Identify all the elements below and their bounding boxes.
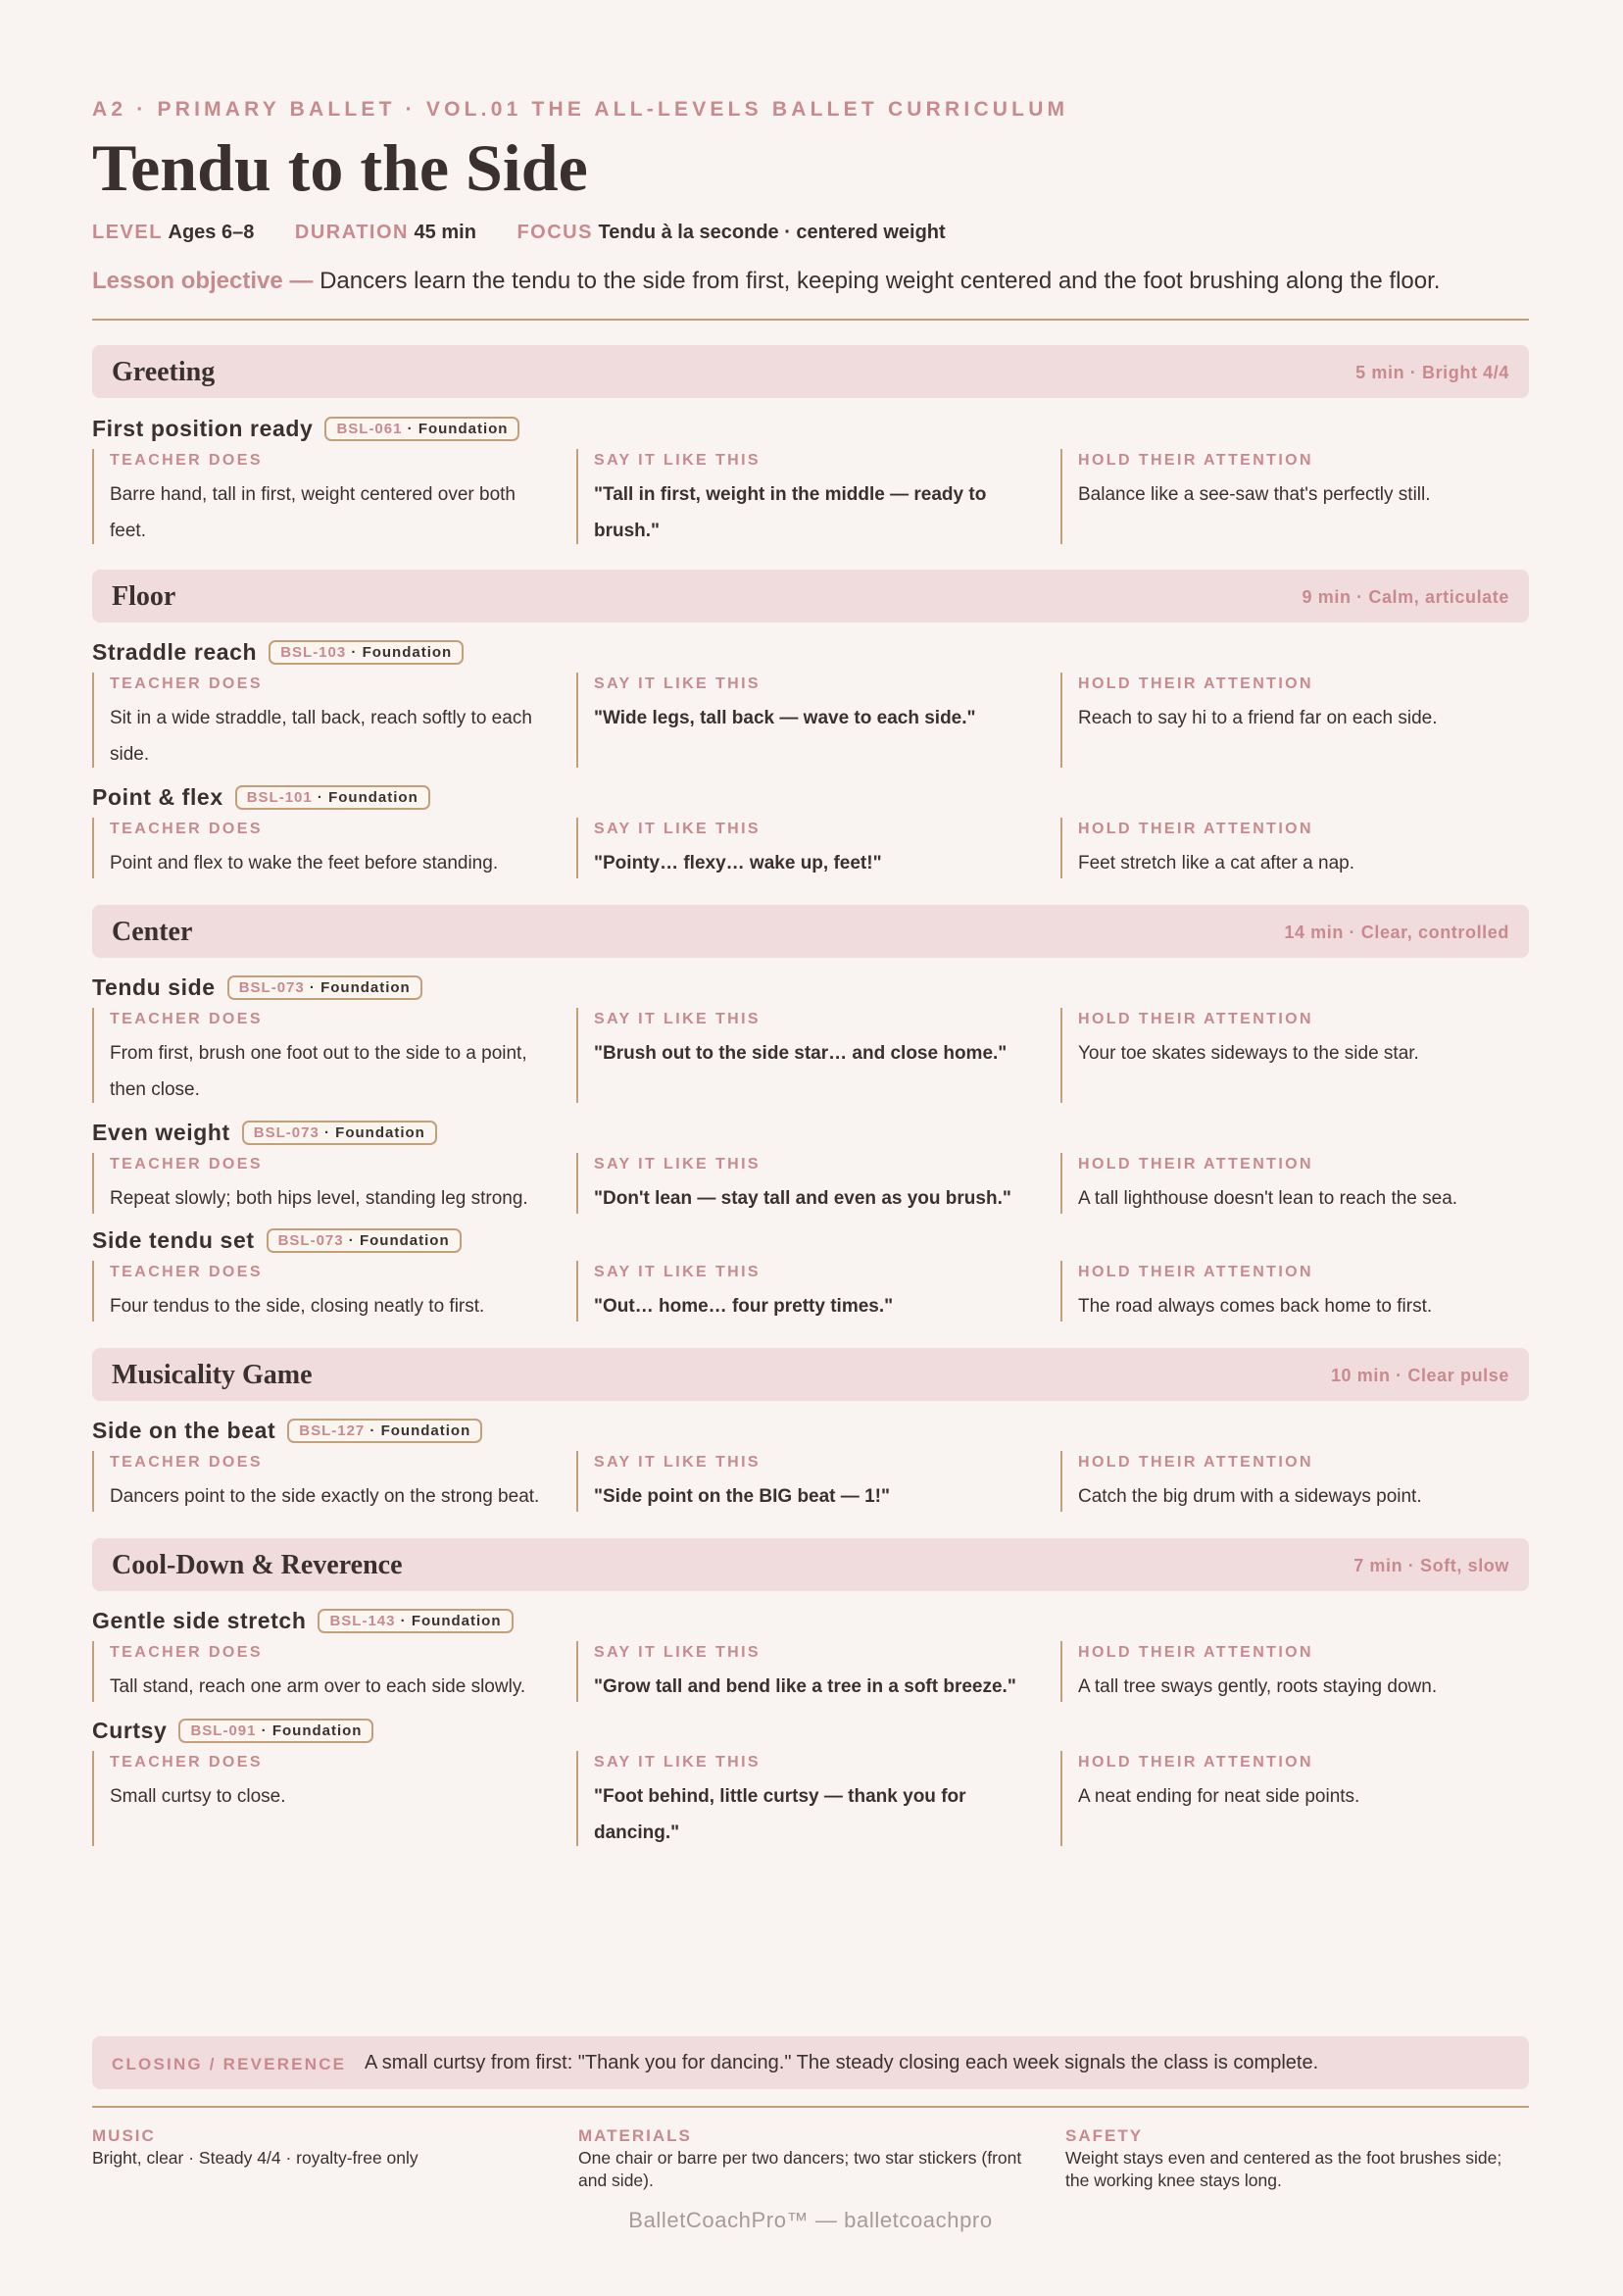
meta-focus: FOCUS Tendu à la seconde · centered weight: [516, 222, 946, 243]
activity-header: [92, 1227, 1529, 1261]
say-it-column: [576, 1751, 1039, 1846]
skill-badge: [235, 785, 430, 810]
teacher-does-text: Small curtsy to close.: [110, 1786, 286, 1807]
skill-code: BSL-061: [336, 421, 403, 437]
activity-block: [92, 1227, 1529, 1322]
activity-columns: [92, 1153, 1529, 1214]
skill-level: · Foundation: [304, 979, 411, 996]
activity-columns: [92, 449, 1529, 544]
skill-code: BSL-073: [253, 1124, 320, 1141]
section-header-4: [92, 1538, 1529, 1591]
teacher-does-label: TEACHER DOES: [110, 1264, 263, 1280]
hold-attention-label: HOLD THEIR ATTENTION: [1078, 1156, 1313, 1173]
section-timing: 10 min · Clear pulse: [1330, 1366, 1509, 1385]
hold-attention-column: [1060, 673, 1523, 768]
activity-title: Side tendu set: [92, 1227, 255, 1253]
section-name: Center: [112, 917, 193, 947]
teacher-does-text: Sit in a wide straddle, tall back, reach softly to each side.: [110, 708, 532, 765]
say-it-text: "Pointy… flexy… wake up, feet!": [594, 853, 882, 873]
teacher-does-label: TEACHER DOES: [110, 821, 263, 837]
skill-badge: [267, 1228, 462, 1253]
teacher-does-column: [92, 1261, 555, 1322]
hold-attention-label: HOLD THEIR ATTENTION: [1078, 1264, 1313, 1280]
section-header-3: [92, 1348, 1529, 1401]
meta-level: LEVEL Ages 6–8: [92, 222, 255, 243]
hold-attention-label: HOLD THEIR ATTENTION: [1078, 821, 1313, 837]
hold-attention-label: HOLD THEIR ATTENTION: [1078, 452, 1313, 469]
section-timing: 14 min · Clear, controlled: [1284, 923, 1509, 942]
section-name: Cool-Down & Reverence: [112, 1550, 403, 1580]
teacher-does-text: Four tendus to the side, closing neatly to first.: [110, 1296, 485, 1317]
skill-code: BSL-103: [280, 644, 347, 661]
activity-columns: [92, 1261, 1529, 1322]
say-it-label: SAY IT LIKE THIS: [594, 1156, 761, 1173]
activity-header: [92, 974, 1529, 1008]
activity-header: [92, 639, 1529, 673]
divider: [92, 319, 1529, 321]
hold-attention-text: Balance like a see-saw that's perfectly still.: [1078, 484, 1431, 505]
hold-attention-column: [1060, 1261, 1523, 1322]
hold-attention-column: [1060, 1008, 1523, 1103]
say-it-column: [576, 1261, 1039, 1322]
section-name: Musicality Game: [112, 1360, 313, 1390]
skill-level-text: Foundation: [380, 1423, 471, 1439]
skill-level: · Foundation: [312, 789, 418, 806]
hold-attention-text: Your toe skates sideways to the side star.: [1078, 1043, 1419, 1064]
hold-attention-label: HOLD THEIR ATTENTION: [1078, 675, 1313, 692]
section-timing: 7 min · Soft, slow: [1353, 1556, 1509, 1575]
say-it-label: SAY IT LIKE THIS: [594, 1644, 761, 1661]
say-it-text: "Don't lean — stay tall and even as you brush.": [594, 1188, 1011, 1209]
activity-title: First position ready: [92, 416, 314, 441]
say-it-column: [576, 449, 1039, 544]
teacher-does-text: From first, brush one foot out to the side to a point, then close.: [110, 1043, 527, 1100]
teacher-does-text: Tall stand, reach one arm over to each side slowly.: [110, 1676, 526, 1697]
skill-level-text: Foundation: [335, 1124, 425, 1141]
say-it-label: SAY IT LIKE THIS: [594, 452, 761, 469]
hold-attention-label: HOLD THEIR ATTENTION: [1078, 1754, 1313, 1771]
brand-footer: BalletCoachPro™ — balletcoachpro: [628, 2208, 993, 2232]
hold-attention-column: [1060, 1641, 1523, 1702]
say-it-column: [576, 1641, 1039, 1702]
section-header-1: [92, 570, 1529, 623]
section-timing: 9 min · Calm, articulate: [1302, 587, 1509, 607]
teacher-does-column: [92, 818, 555, 878]
say-it-label: SAY IT LIKE THIS: [594, 675, 761, 692]
say-it-label: SAY IT LIKE THIS: [594, 1454, 761, 1471]
skill-level: · Foundation: [402, 421, 509, 437]
lesson-objective: Lesson objective — Dancers learn the tendu to the side from first, keeping weight centered and the foot brushing along the floor.: [92, 268, 1441, 294]
say-it-label: SAY IT LIKE THIS: [594, 1754, 761, 1771]
say-it-label: SAY IT LIKE THIS: [594, 821, 761, 837]
teacher-does-column: [92, 673, 555, 768]
section-name: Floor: [112, 581, 176, 612]
teacher-does-text: Dancers point to the side exactly on the strong beat.: [110, 1486, 540, 1507]
hold-attention-text: Reach to say hi to a friend far on each side.: [1078, 708, 1438, 728]
activity-columns: [92, 1451, 1529, 1512]
say-it-column: [576, 673, 1039, 768]
skill-badge: [287, 1419, 482, 1443]
divider: [92, 2106, 1529, 2108]
activity-title: Tendu side: [92, 974, 216, 1000]
closing-text: A small curtsy from first: "Thank you for dancing." The steady closing each week signals the class is complete.: [365, 2052, 1319, 2073]
skill-level-text: Foundation: [359, 1232, 450, 1249]
activity-block: [92, 639, 1529, 768]
hold-attention-text: Feet stretch like a cat after a nap.: [1078, 853, 1354, 873]
activity-title: Curtsy: [92, 1718, 168, 1743]
teacher-does-column: [92, 449, 555, 544]
hold-attention-text: Catch the big drum with a sideways point.: [1078, 1486, 1422, 1507]
hold-attention-label: HOLD THEIR ATTENTION: [1078, 1644, 1313, 1661]
hold-attention-label: HOLD THEIR ATTENTION: [1078, 1454, 1313, 1471]
activity-block: [92, 416, 1529, 544]
lesson-meta: [92, 222, 981, 244]
section-timing: 5 min · Bright 4/4: [1355, 363, 1509, 382]
skill-level: · Foundation: [365, 1423, 471, 1439]
teacher-does-text: Barre hand, tall in first, weight centered over both feet.: [110, 484, 516, 541]
say-it-text: "Tall in first, weight in the middle — ready to brush.": [594, 484, 987, 541]
closing-label: CLOSING / REVERENCE: [112, 2055, 347, 2073]
skill-code: BSL-127: [299, 1423, 366, 1439]
say-it-text: "Brush out to the side star… and close home.": [594, 1043, 1008, 1064]
activity-title: Even weight: [92, 1120, 230, 1145]
skill-badge: [324, 417, 519, 441]
skill-code: BSL-073: [238, 979, 305, 996]
activity-header: [92, 784, 1529, 818]
teacher-does-column: [92, 1451, 555, 1512]
page-title: Tendu to the Side: [92, 130, 588, 205]
say-it-column: [576, 1008, 1039, 1103]
say-it-column: [576, 1153, 1039, 1214]
activity-columns: [92, 1641, 1529, 1702]
meta-duration: DURATION 45 min: [294, 222, 476, 243]
activity-header: [92, 1120, 1529, 1153]
teacher-does-column: [92, 1153, 555, 1214]
teacher-does-column: [92, 1751, 555, 1846]
skill-level-text: Foundation: [328, 789, 418, 806]
skill-badge: [318, 1609, 513, 1633]
activity-block: [92, 1608, 1529, 1702]
activity-title: Side on the beat: [92, 1418, 276, 1443]
teacher-does-column: [92, 1008, 555, 1103]
closing-reverence-band: [92, 2036, 1529, 2089]
hold-attention-column: [1060, 818, 1523, 878]
activity-columns: [92, 1008, 1529, 1103]
skill-badge: [227, 975, 422, 1000]
say-it-label: SAY IT LIKE THIS: [594, 1264, 761, 1280]
skill-code: BSL-091: [190, 1722, 257, 1739]
hold-attention-text: A neat ending for neat side points.: [1078, 1786, 1360, 1807]
teacher-does-label: TEACHER DOES: [110, 1754, 263, 1771]
skill-level: · Foundation: [346, 644, 453, 661]
activity-title: Straddle reach: [92, 639, 258, 665]
activity-title: Point & flex: [92, 784, 223, 810]
skill-badge: [269, 640, 464, 665]
say-it-text: "Wide legs, tall back — wave to each side.": [594, 708, 976, 728]
skill-level-text: Foundation: [411, 1613, 502, 1629]
teacher-does-label: TEACHER DOES: [110, 1454, 263, 1471]
skill-badge: [242, 1121, 437, 1145]
activity-columns: [92, 818, 1529, 878]
activity-header: [92, 1718, 1529, 1751]
teacher-does-label: TEACHER DOES: [110, 1011, 263, 1027]
hold-attention-column: [1060, 1153, 1523, 1214]
section-header-2: [92, 905, 1529, 958]
footer-safety: SAFETY Weight stays even and centered as the foot brushes side; the working knee stays long.: [1065, 2126, 1502, 2190]
say-it-text: "Side point on the BIG beat — 1!": [594, 1486, 890, 1507]
teacher-does-label: TEACHER DOES: [110, 1644, 263, 1661]
curriculum-kicker: A2 · PRIMARY BALLET · VOL.01 THE ALL-LEVELS BALLET CURRICULUM: [92, 98, 1069, 121]
activity-block: [92, 1418, 1529, 1512]
skill-level-text: Foundation: [362, 644, 453, 661]
skill-code: BSL-101: [246, 789, 313, 806]
section-name: Greeting: [112, 357, 216, 387]
activity-header: [92, 416, 1529, 449]
skill-level-text: Foundation: [320, 979, 411, 996]
skill-level: · Foundation: [343, 1232, 450, 1249]
activity-columns: [92, 673, 1529, 768]
teacher-does-text: Repeat slowly; both hips level, standing leg strong.: [110, 1188, 528, 1209]
skill-level: · Foundation: [256, 1722, 363, 1739]
hold-attention-column: [1060, 449, 1523, 544]
teacher-does-label: TEACHER DOES: [110, 675, 263, 692]
activity-columns: [92, 1751, 1529, 1846]
teacher-does-text: Point and flex to wake the feet before standing.: [110, 853, 499, 873]
say-it-column: [576, 1451, 1039, 1512]
activity-block: [92, 784, 1529, 878]
activity-block: [92, 974, 1529, 1103]
say-it-text: "Grow tall and bend like a tree in a soft breeze.": [594, 1676, 1016, 1697]
activity-title: Gentle side stretch: [92, 1608, 307, 1633]
skill-badge: [178, 1719, 373, 1743]
say-it-column: [576, 818, 1039, 878]
hold-attention-column: [1060, 1751, 1523, 1846]
skill-level: · Foundation: [319, 1124, 425, 1141]
say-it-text: "Foot behind, little curtsy — thank you for dancing.": [594, 1786, 966, 1843]
teacher-does-label: TEACHER DOES: [110, 1156, 263, 1173]
activity-block: [92, 1120, 1529, 1214]
say-it-label: SAY IT LIKE THIS: [594, 1011, 761, 1027]
footer-music: MUSIC Bright, clear · Steady 4/4 · royalty-free only: [92, 2126, 418, 2168]
skill-code: BSL-143: [329, 1613, 396, 1629]
hold-attention-label: HOLD THEIR ATTENTION: [1078, 1011, 1313, 1027]
say-it-text: "Out… home… four pretty times.": [594, 1296, 894, 1317]
skill-level: · Foundation: [395, 1613, 502, 1629]
footer-materials: MATERIALS One chair or barre per two dancers; two star stickers (front and side).: [578, 2126, 1022, 2190]
skill-level-text: Foundation: [271, 1722, 363, 1739]
skill-code: BSL-073: [277, 1232, 344, 1249]
activity-header: [92, 1418, 1529, 1451]
skill-level-text: Foundation: [418, 421, 509, 437]
activity-header: [92, 1608, 1529, 1641]
hold-attention-text: A tall lighthouse doesn't lean to reach the sea.: [1078, 1188, 1458, 1209]
section-header-0: [92, 345, 1529, 398]
teacher-does-label: TEACHER DOES: [110, 452, 263, 469]
hold-attention-column: [1060, 1451, 1523, 1512]
hold-attention-text: The road always comes back home to first.: [1078, 1296, 1433, 1317]
activity-block: [92, 1718, 1529, 1846]
hold-attention-text: A tall tree sways gently, roots staying down.: [1078, 1676, 1438, 1697]
teacher-does-column: [92, 1641, 555, 1702]
